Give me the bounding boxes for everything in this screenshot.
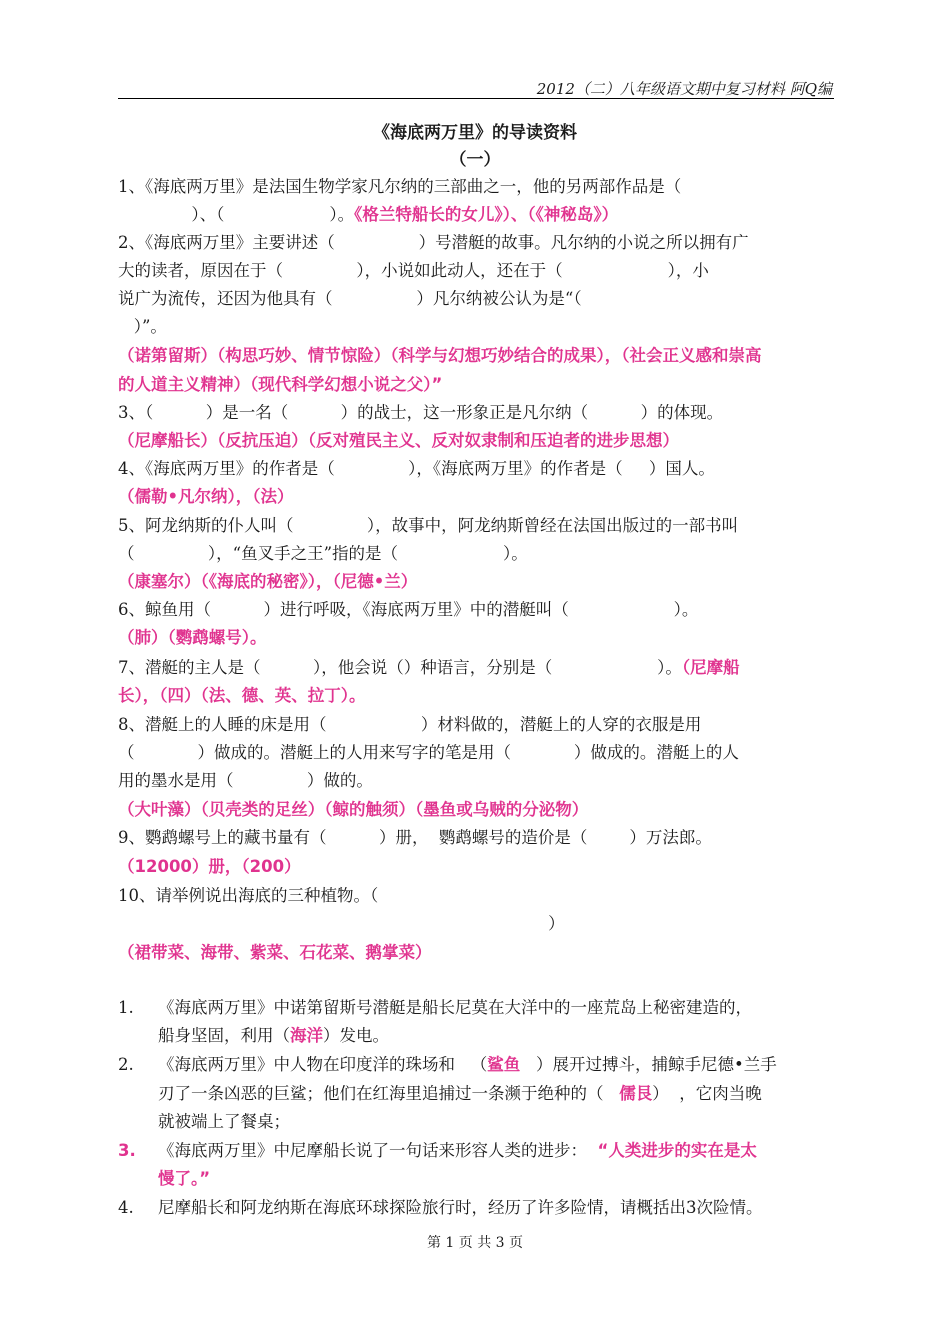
list-item-line (158, 1025, 389, 1047)
text-line (118, 856, 834, 878)
answer-text: （12000）册，（200） (118, 857, 301, 876)
text-line (118, 827, 834, 849)
answer-text: 长），（四）（法、德、英、拉丁）。 (118, 686, 366, 705)
item-text: 船身坚固，利用（ (158, 1026, 290, 1045)
list-item-line (158, 1168, 210, 1190)
text-line (118, 232, 834, 254)
text-line (118, 260, 834, 282)
answer-text: “人类进步的实在是太 (597, 1141, 757, 1160)
text-line (118, 885, 834, 907)
answer-text: （儒勒•凡尔纳），（法） (118, 487, 294, 506)
question-text: 用的墨水是用（ ）做的。 (118, 771, 373, 790)
question-text: ）”。 (118, 317, 167, 336)
answer-text: 儒艮 (619, 1084, 653, 1103)
item-text: ）发电。 (323, 1026, 389, 1045)
list-number: 4. (118, 1198, 134, 1217)
text-line (118, 770, 834, 792)
answer-text: 海洋 (290, 1026, 323, 1045)
question-text: ） (118, 914, 565, 933)
text-line (118, 316, 834, 338)
list-item-line (158, 1083, 762, 1105)
text-line (118, 345, 834, 367)
text-line (118, 176, 834, 198)
text-line (118, 913, 834, 935)
item-text: 尼摩船长和阿龙纳斯在海底环球探险旅行时，经历了许多险情，请概括出3次险情。 (158, 1198, 763, 1217)
text-line (118, 515, 834, 537)
text-line (118, 571, 834, 593)
page-header (118, 78, 834, 99)
item-text: 刃了一条凶恶的巨鲨；他们在红海里追捕过一条濒于绝种的（ (158, 1084, 620, 1103)
text-line (118, 657, 834, 679)
list-item-line (158, 1111, 290, 1133)
page-title: 《海底两万里》的导读资料 (373, 123, 577, 143)
text-line (118, 204, 834, 226)
item-text: ）展开过搏斗，捕鲸手尼德•兰手 (520, 1055, 777, 1074)
answer-text: （肺）（鹦鹉螺号）。 (118, 628, 267, 647)
item-text: ） ，它肉当晚 (652, 1084, 762, 1103)
question-text: 4、《海底两万里》的作者是（ ），《海底两万里》的作者是（ ）国人。 (118, 459, 715, 478)
answer-text: 慢了。” (158, 1169, 211, 1188)
list-item-line (158, 1140, 757, 1162)
text-line (118, 543, 834, 565)
text-line (118, 458, 834, 480)
question-text: 大的读者，原因在于（ ），小说如此动人，还在于（ ），小 (118, 261, 709, 280)
answer-text: （诺第留斯）（构思巧妙、情节惊险）（科学与幻想巧妙结合的成果），（社会正义感和崇高 (118, 346, 762, 365)
text-line (118, 402, 834, 424)
question-text: 10、请举例说出海底的三种植物。（ (118, 886, 379, 905)
item-text: 《海底两万里》中诺第留斯号潜艇是船长尼莫在大洋中的一座荒岛上秘密建造的， (158, 998, 752, 1017)
answer-text: 鲨鱼 (487, 1055, 521, 1074)
answer-text: （尼摩船长）（反抗压迫）（反对殖民主义、反对奴隶制和压迫者的进步思想） (118, 431, 679, 450)
list-item-line (158, 1054, 777, 1076)
page-footer: 第 1 页 共 3 页 (426, 1235, 524, 1251)
question-text: 说广为流传，还因为他具有（ ）凡尔纳被公认为是“（ (118, 289, 582, 308)
question-text: 8、潜艇上的人睡的床是用（ ）材料做的，潜艇上的人穿的衣服是用 (118, 715, 702, 734)
text-line (118, 714, 834, 736)
text-line (118, 742, 834, 764)
question-text: （ ），“鱼叉手之王”指的是（ ）。 (118, 544, 528, 563)
text-line (118, 486, 834, 508)
text-line (118, 685, 834, 707)
list-item-line (158, 997, 752, 1019)
question-text: 7、潜艇的主人是（ ），他会说（）种语言，分别是（ ）。 (118, 658, 682, 677)
header-text: 2012（二）八年级语文期中复习材料 阿Q编 (536, 80, 832, 98)
question-text: ）、（ ）。 (118, 205, 355, 224)
text-line (118, 942, 834, 964)
item-text: 《海底两万里》中人物在印度洋的珠场和 （ (158, 1055, 488, 1074)
answer-text: 的人道主义精神）（现代科学幻想小说之父）” (118, 375, 443, 394)
answer-text: （尼摩船 (681, 658, 740, 677)
text-line (118, 627, 834, 649)
answer-text: （裙带菜、海带、紫菜、石花菜、鹅掌菜） (118, 943, 432, 962)
item-text: 就被端上了餐桌； (158, 1112, 290, 1131)
list-item-line (158, 1197, 763, 1219)
question-text: 9、鹦鹉螺号上的藏书量有（ ）册， 鹦鹉螺号的造价是（ ）万法郎。 (118, 828, 712, 847)
answer-text: 《格兰特船长的女儿》）、（《神秘岛》） (354, 205, 619, 224)
text-line (118, 599, 834, 621)
answer-text: （康塞尔）（《海底的秘密》），（尼德•兰） (118, 572, 418, 591)
text-line (118, 374, 834, 396)
question-text: 1、《海底两万里》是法国生物学家凡尔纳的三部曲之一，他的另两部作品是（ (118, 177, 682, 196)
text-line (118, 799, 834, 821)
list-number: 3. (118, 1141, 136, 1160)
question-text: 6、鲸鱼用（ ）进行呼吸，《海底两万里》中的潜艇叫（ ）。 (118, 600, 699, 619)
text-line (118, 430, 834, 452)
text-line (118, 288, 834, 310)
list-number: 2. (118, 1055, 134, 1074)
item-text: 《海底两万里》中尼摩船长说了一句话来形容人类的进步： (158, 1141, 598, 1160)
question-text: 5、阿龙纳斯的仆人叫（ ），故事中，阿龙纳斯曾经在法国出版过的一部书叫 (118, 516, 739, 535)
section-number: （一） (449, 150, 501, 170)
answer-text: （大叶藻）（贝壳类的足丝）（鲸的触须）（墨鱼或乌贼的分泌物） (118, 800, 589, 819)
question-text: 3、（ ）是一名（ ）的战士，这一形象正是凡尔纳（ ）的体现。 (118, 403, 724, 422)
question-text: （ ）做成的。潜艇上的人用来写字的笔是用（ ）做成的。潜艇上的人 (118, 743, 739, 762)
list-number: 1. (118, 998, 134, 1017)
question-text: 2、《海底两万里》主要讲述（ ）号潜艇的故事。凡尔纳的小说之所以拥有广 (118, 233, 749, 252)
